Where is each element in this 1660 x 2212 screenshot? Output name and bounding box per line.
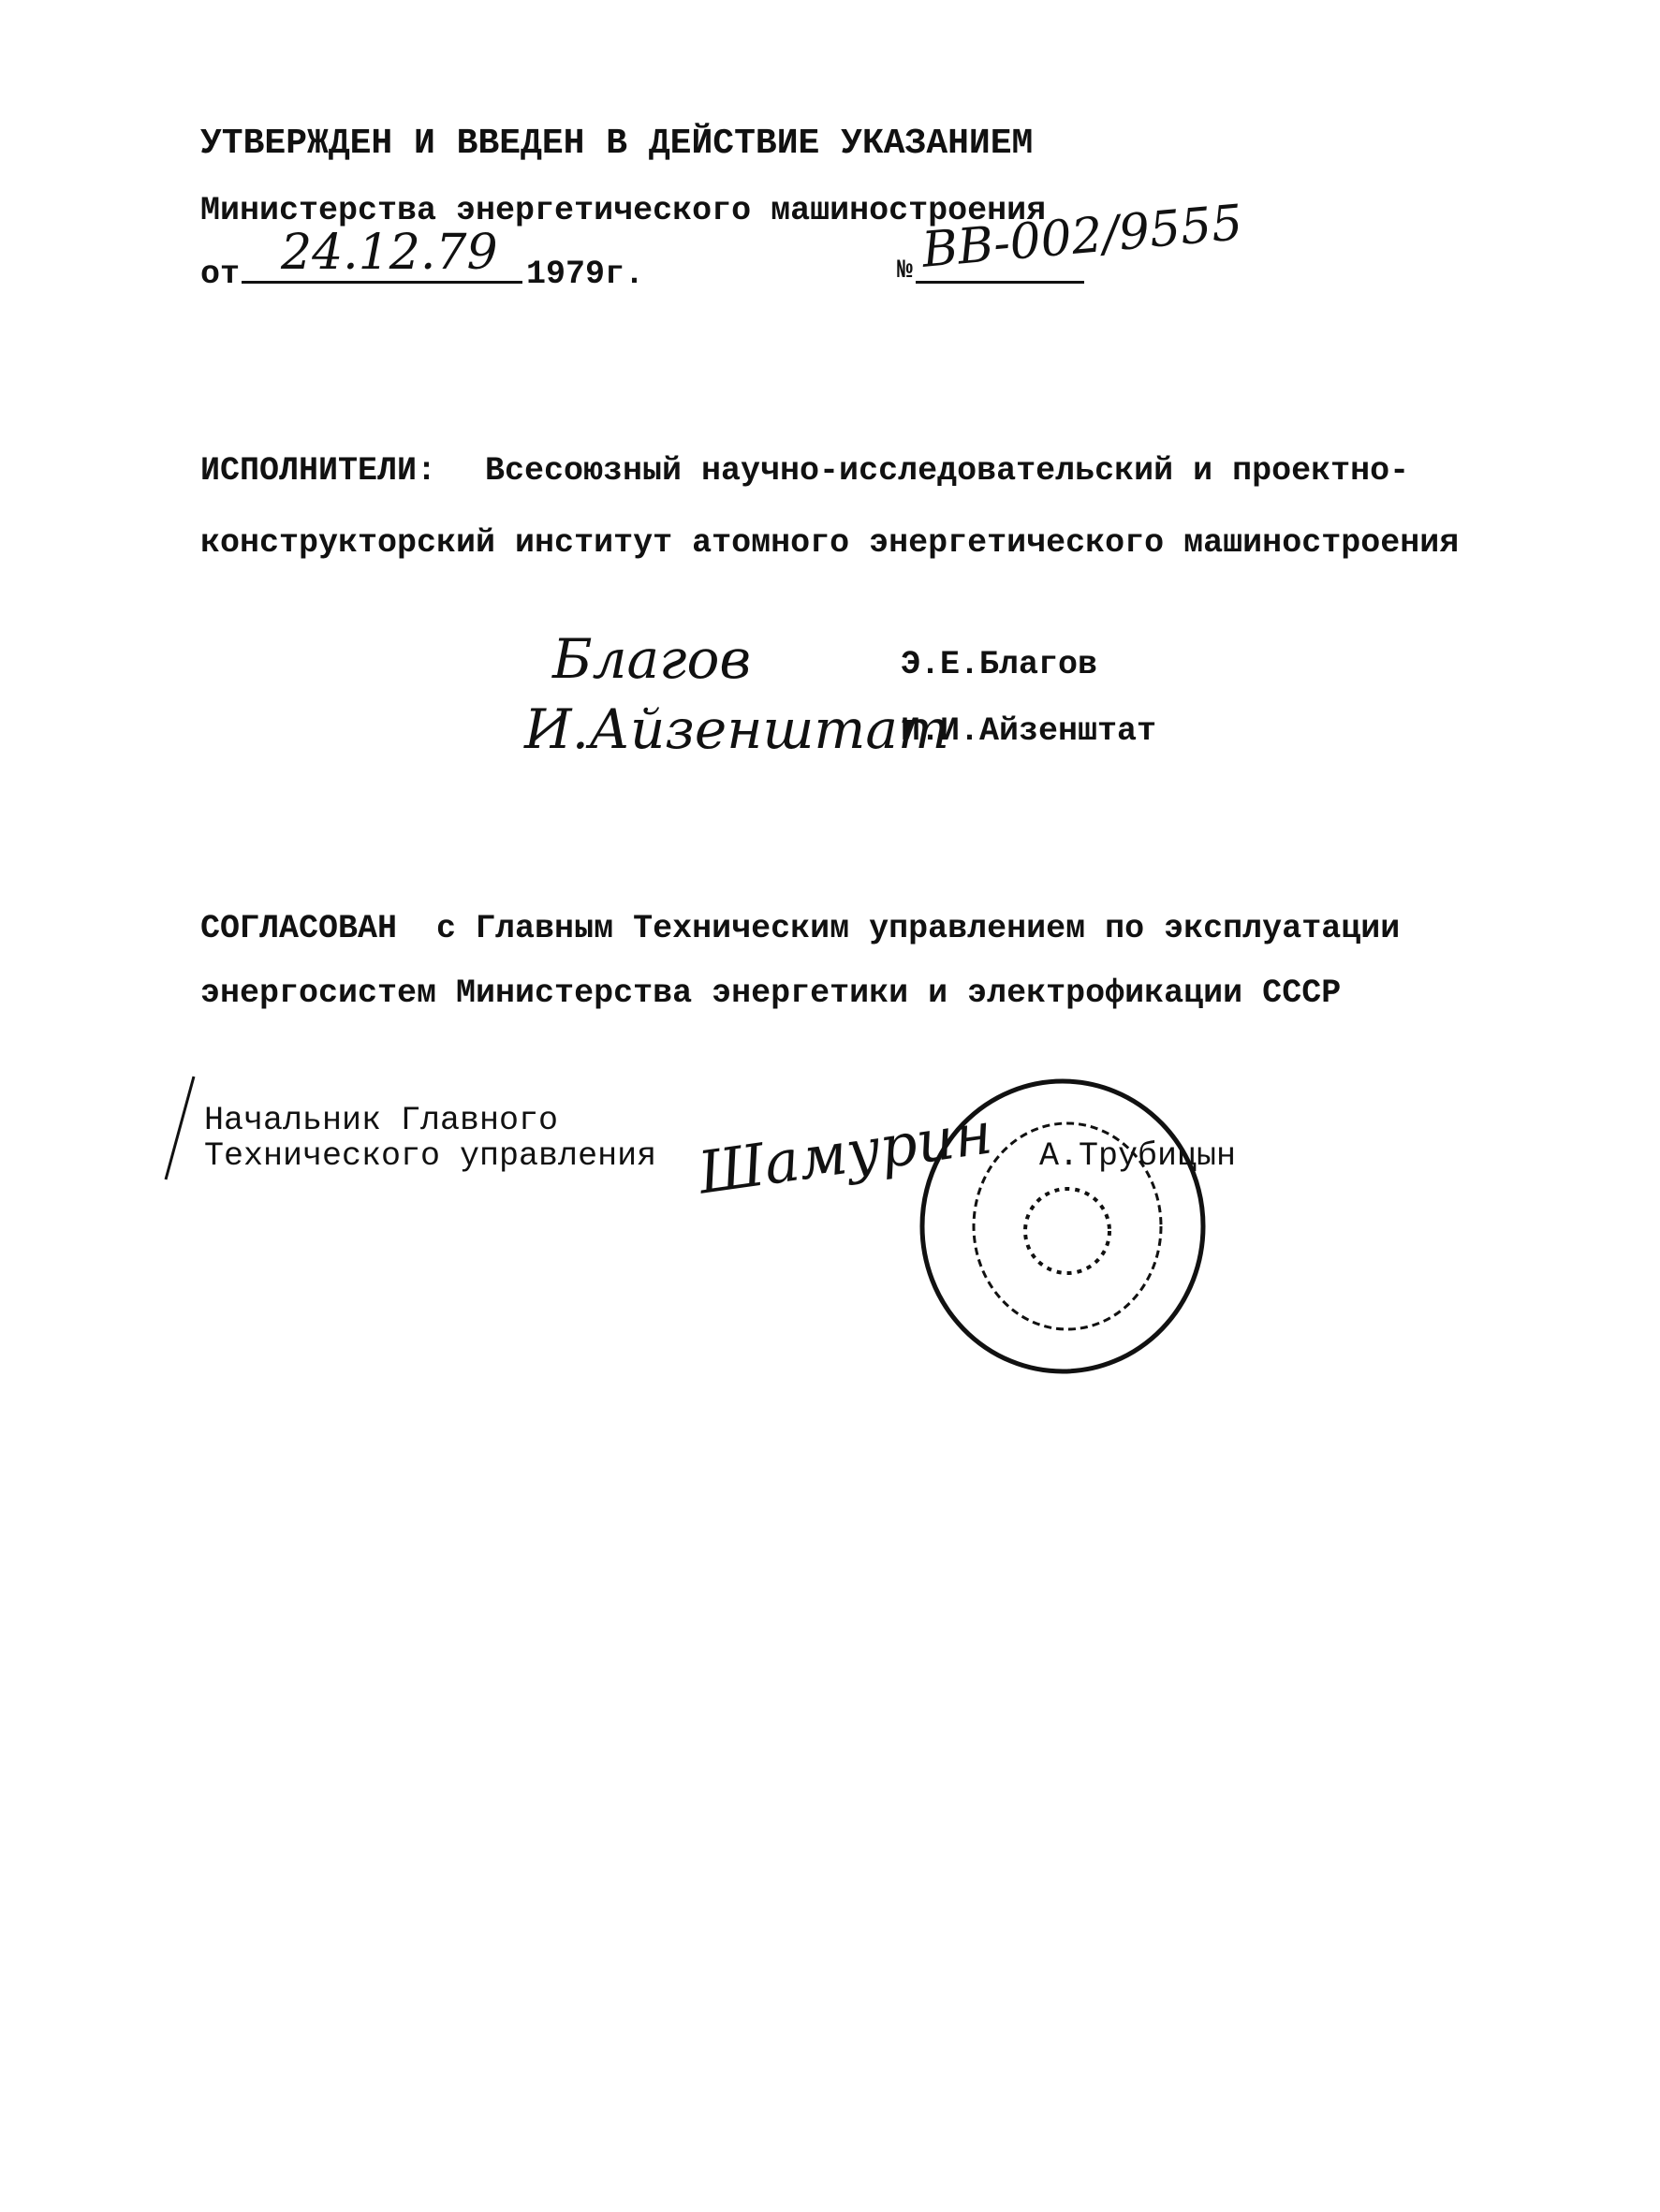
- chief-title-line-2: Технического управления: [204, 1137, 657, 1175]
- signature-aizenshtat: И.Айзенштат: [524, 697, 949, 761]
- chief-name: А.Трубицын: [1039, 1137, 1237, 1175]
- performers-label: ИСПОЛНИТЕЛИ:: [200, 452, 437, 490]
- date-prefix: от: [200, 256, 241, 293]
- number-handwritten: ВВ-002/9555: [919, 195, 1245, 279]
- date-handwritten: 24.12.79: [281, 225, 498, 281]
- performers-line-1: Всесоюзный научно-исследовательский и проектно-: [485, 452, 1410, 490]
- date-underline: [242, 281, 522, 284]
- number-underline: [916, 281, 1084, 284]
- person-name-blagov: Э.Е.Благов: [901, 646, 1098, 683]
- performers-line-2: конструкторский институт атомного энергетического машиностроения: [200, 524, 1460, 562]
- slash-mark: [161, 1072, 198, 1184]
- agreed-line-1: СОГЛАСОВАН с Главным Техническим управлением по эксплуатации: [200, 910, 1401, 947]
- number-prefix: №: [897, 256, 913, 286]
- person-name-aizenshtat: И.И.Айзенштат: [901, 712, 1157, 750]
- chief-signature: Шамурин: [694, 1098, 997, 1208]
- approval-line-1: УТВЕРЖДЕН И ВВЕДЕН В ДЕЙСТВИЕ УКАЗАНИЕМ: [200, 124, 1034, 164]
- year: 1979г.: [526, 256, 645, 293]
- signature-blagov: Благов: [552, 627, 752, 691]
- approval-line-2: Министерства энергетического машиностроения: [200, 192, 1047, 229]
- agreed-line-2: энергосистем Министерства энергетики и электрофикации СССР: [200, 974, 1342, 1012]
- chief-title-line-1: Начальник Главного: [204, 1102, 559, 1139]
